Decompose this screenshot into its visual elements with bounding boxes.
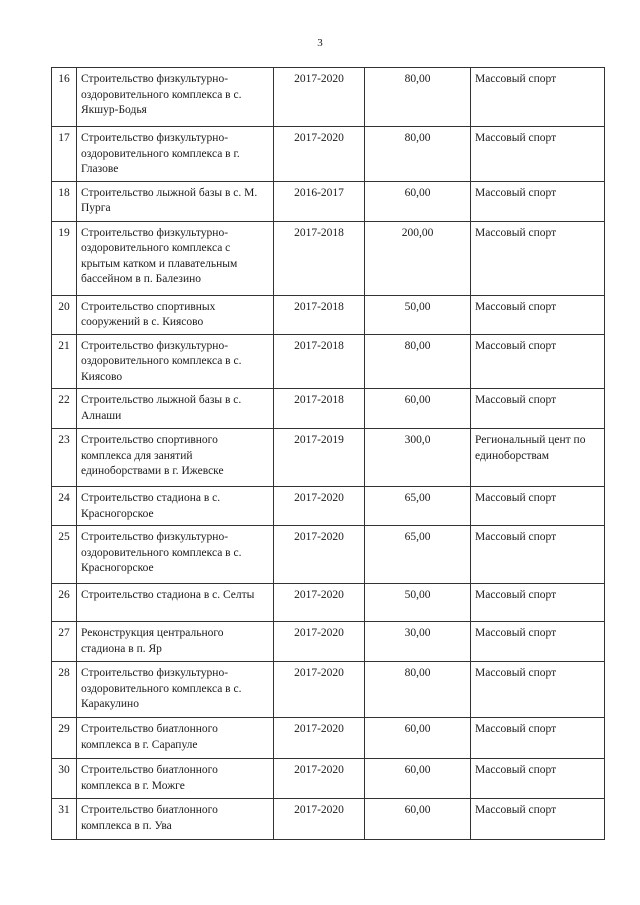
sport-direction: Массовый спорт bbox=[471, 127, 605, 182]
construction-period: 2017-2020 bbox=[274, 68, 365, 127]
facility-name: Строительство лыжной базы в с. М. Пурга bbox=[77, 181, 274, 221]
funding-amount: 60,00 bbox=[365, 389, 471, 429]
construction-period: 2017-2020 bbox=[274, 584, 365, 622]
sport-direction: Массовый спорт bbox=[471, 662, 605, 718]
row-number: 29 bbox=[52, 718, 77, 759]
construction-period: 2017-2018 bbox=[274, 334, 365, 389]
sport-direction: Массовый спорт bbox=[471, 718, 605, 759]
funding-amount: 200,00 bbox=[365, 221, 471, 295]
sport-direction: Массовый спорт bbox=[471, 759, 605, 799]
row-number: 23 bbox=[52, 429, 77, 487]
funding-amount: 60,00 bbox=[365, 718, 471, 759]
construction-period: 2017-2019 bbox=[274, 429, 365, 487]
facility-name: Строительство физкультурно-оздоровительного комплекса с крытым катком и плавательным бассейном в п. Балезино bbox=[77, 221, 274, 295]
row-number: 30 bbox=[52, 759, 77, 799]
table-row bbox=[52, 295, 605, 334]
page-number: 3 bbox=[317, 37, 323, 49]
facility-name: Строительство стадиона в с. Селты bbox=[77, 584, 274, 622]
sport-direction: Массовый спорт bbox=[471, 181, 605, 221]
construction-period: 2017-2018 bbox=[274, 221, 365, 295]
table-row bbox=[52, 622, 605, 662]
funding-amount: 65,00 bbox=[365, 526, 471, 584]
construction-period: 2017-2020 bbox=[274, 718, 365, 759]
funding-amount: 80,00 bbox=[365, 68, 471, 127]
construction-period: 2016-2017 bbox=[274, 181, 365, 221]
construction-period: 2017-2020 bbox=[274, 662, 365, 718]
table-row bbox=[52, 759, 605, 799]
table-row bbox=[52, 221, 605, 295]
row-number: 28 bbox=[52, 662, 77, 718]
construction-period: 2017-2020 bbox=[274, 799, 365, 840]
funding-amount: 30,00 bbox=[365, 622, 471, 662]
row-number: 22 bbox=[52, 389, 77, 429]
table-row bbox=[52, 429, 605, 487]
facility-name: Строительство спортивного комплекса для занятий единоборствами в г. Ижевске bbox=[77, 429, 274, 487]
table-row bbox=[52, 584, 605, 622]
table-row bbox=[52, 334, 605, 389]
construction-period: 2017-2020 bbox=[274, 526, 365, 584]
table-row bbox=[52, 662, 605, 718]
funding-amount: 60,00 bbox=[365, 759, 471, 799]
table-row bbox=[52, 389, 605, 429]
facility-name: Строительство спортивных сооружений в с. Киясово bbox=[77, 295, 274, 334]
funding-amount: 60,00 bbox=[365, 181, 471, 221]
row-number: 21 bbox=[52, 334, 77, 389]
sport-direction: Массовый спорт bbox=[471, 221, 605, 295]
row-number: 24 bbox=[52, 487, 77, 526]
sport-direction: Массовый спорт bbox=[471, 487, 605, 526]
row-number: 26 bbox=[52, 584, 77, 622]
row-number: 20 bbox=[52, 295, 77, 334]
facility-name: Строительство лыжной базы в с. Алнаши bbox=[77, 389, 274, 429]
sport-direction: Массовый спорт bbox=[471, 334, 605, 389]
construction-period: 2017-2020 bbox=[274, 759, 365, 799]
facility-name: Строительство физкультурно-оздоровительного комплекса в с. Каракулино bbox=[77, 662, 274, 718]
sport-direction: Массовый спорт bbox=[471, 389, 605, 429]
facility-name: Реконструкция центрального стадиона в п. Яр bbox=[77, 622, 274, 662]
facility-name: Строительство биатлонного комплекса в г. Сарапуле bbox=[77, 718, 274, 759]
sport-direction: Массовый спорт bbox=[471, 295, 605, 334]
construction-period: 2017-2018 bbox=[274, 295, 365, 334]
row-number: 16 bbox=[52, 68, 77, 127]
sport-direction: Региональный цент по единоборствам bbox=[471, 429, 605, 487]
table-row bbox=[52, 718, 605, 759]
facility-name: Строительство физкультурно-оздоровительного комплекса в с. Якшур-Бодья bbox=[77, 68, 274, 127]
row-number: 18 bbox=[52, 181, 77, 221]
sport-direction: Массовый спорт bbox=[471, 584, 605, 622]
facility-name: Строительство биатлонного комплекса в г. Можге bbox=[77, 759, 274, 799]
row-number: 27 bbox=[52, 622, 77, 662]
construction-period: 2017-2020 bbox=[274, 127, 365, 182]
table-row bbox=[52, 487, 605, 526]
construction-period: 2017-2018 bbox=[274, 389, 365, 429]
facility-name: Строительство физкультурно-оздоровительного комплекса в с. Красногорское bbox=[77, 526, 274, 584]
facility-name: Строительство физкультурно-оздоровительного комплекса в г. Глазове bbox=[77, 127, 274, 182]
funding-amount: 50,00 bbox=[365, 584, 471, 622]
funding-amount: 60,00 bbox=[365, 799, 471, 840]
row-number: 31 bbox=[52, 799, 77, 840]
row-number: 19 bbox=[52, 221, 77, 295]
facility-name: Строительство биатлонного комплекса в п. Ува bbox=[77, 799, 274, 840]
funding-amount: 80,00 bbox=[365, 662, 471, 718]
funding-amount: 65,00 bbox=[365, 487, 471, 526]
sport-direction: Массовый спорт bbox=[471, 68, 605, 127]
sport-direction: Массовый спорт bbox=[471, 799, 605, 840]
construction-period: 2017-2020 bbox=[274, 622, 365, 662]
facilities-table bbox=[51, 67, 605, 840]
sport-direction: Массовый спорт bbox=[471, 526, 605, 584]
table-row bbox=[52, 526, 605, 584]
table-row bbox=[52, 127, 605, 182]
sport-direction: Массовый спорт bbox=[471, 622, 605, 662]
funding-amount: 80,00 bbox=[365, 334, 471, 389]
row-number: 17 bbox=[52, 127, 77, 182]
row-number: 25 bbox=[52, 526, 77, 584]
table-row bbox=[52, 799, 605, 840]
construction-period: 2017-2020 bbox=[274, 487, 365, 526]
funding-amount: 50,00 bbox=[365, 295, 471, 334]
facility-name: Строительство физкультурно-оздоровительного комплекса в с. Киясово bbox=[77, 334, 274, 389]
table-body bbox=[52, 68, 605, 840]
facility-name: Строительство стадиона в с. Красногорское bbox=[77, 487, 274, 526]
funding-amount: 80,00 bbox=[365, 127, 471, 182]
funding-amount: 300,0 bbox=[365, 429, 471, 487]
table-row bbox=[52, 68, 605, 127]
table-row bbox=[52, 181, 605, 221]
